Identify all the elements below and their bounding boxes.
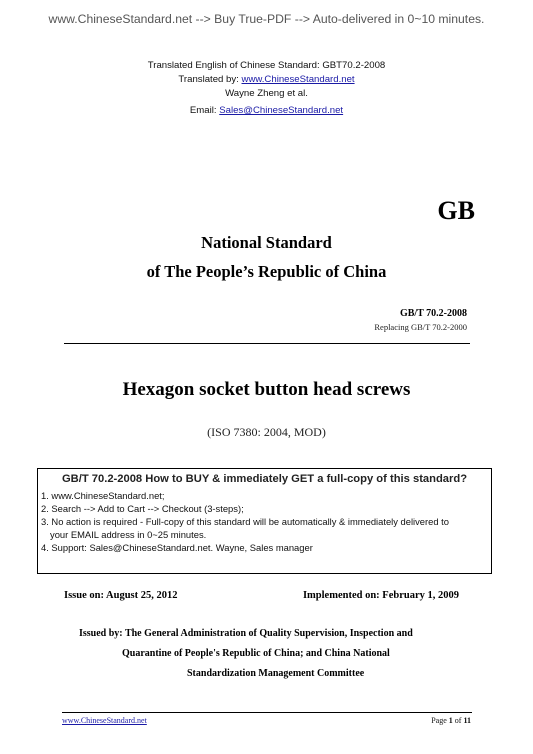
translated-by-label: Translated by: (178, 74, 242, 85)
footer-divider (62, 712, 472, 713)
page-counter (431, 716, 471, 725)
document-title: Hexagon socket button head screws (122, 379, 411, 400)
purchase-step: 1. www.ChineseStandard.net; (41, 490, 165, 501)
purchase-step: 3. No action is required - Full-copy of this standard will be automatically & immediately delivered to (41, 516, 449, 527)
issued-by-line-2: Quarantine of People's Republic of China; and China National (122, 648, 390, 659)
purchase-step: 4. Support: Sales@ChineseStandard.net. Wayne, Sales manager (41, 542, 313, 553)
replacing-standard: Replacing GB/T 70.2-2000 (374, 322, 467, 332)
standard-number: GB/T 70.2-2008 (399, 308, 467, 319)
national-standard-heading: National Standard (201, 233, 332, 252)
iso-reference: (ISO 7380: 2004, MOD) (207, 425, 326, 439)
translated-by-line (0, 74, 533, 85)
translated-by-link[interactable]: www.ChineseStandard.net (241, 74, 355, 85)
page-total: 11 (463, 716, 471, 725)
page-number: 1 (448, 716, 453, 725)
header-divider (64, 343, 470, 344)
email-label: Email: (189, 105, 220, 116)
republic-heading: of The People’s Republic of China (146, 262, 387, 281)
email-line (0, 105, 533, 116)
page-of: of (452, 716, 464, 725)
issue-date: Issue on: August 25, 2012 (64, 590, 178, 601)
purchase-steps-list (41, 489, 449, 554)
page-prefix: Page (431, 716, 449, 725)
top-banner: www.ChineseStandard.net --> Buy True-PDF --> Auto-delivered in 0~10 minutes. (48, 12, 485, 26)
translator-name: Wayne Zheng et al. (225, 88, 308, 99)
purchase-step: 2. Search --> Add to Cart --> Checkout (3-steps); (41, 503, 244, 514)
issued-by-line-1: Issued by: The General Administration of Quality Supervision, Inspection and (79, 628, 413, 639)
implementation-date: Implemented on: February 1, 2009 (302, 590, 459, 601)
gb-mark: GB (437, 196, 475, 225)
purchase-step-continued: your EMAIL address in 0~25 minutes. (50, 529, 207, 540)
purchase-box-title: GB/T 70.2-2008 How to BUY & immediately GET a full-copy of this standard? (61, 473, 468, 485)
email-link[interactable]: Sales@ChineseStandard.net (219, 105, 344, 116)
footer-site-link[interactable]: www.ChineseStandard.net (62, 716, 147, 725)
translation-note: Translated English of Chinese Standard: GBT70.2-2008 (147, 60, 386, 71)
issued-by-line-3: Standardization Management Committee (187, 668, 365, 679)
purchase-info-box (37, 468, 492, 574)
